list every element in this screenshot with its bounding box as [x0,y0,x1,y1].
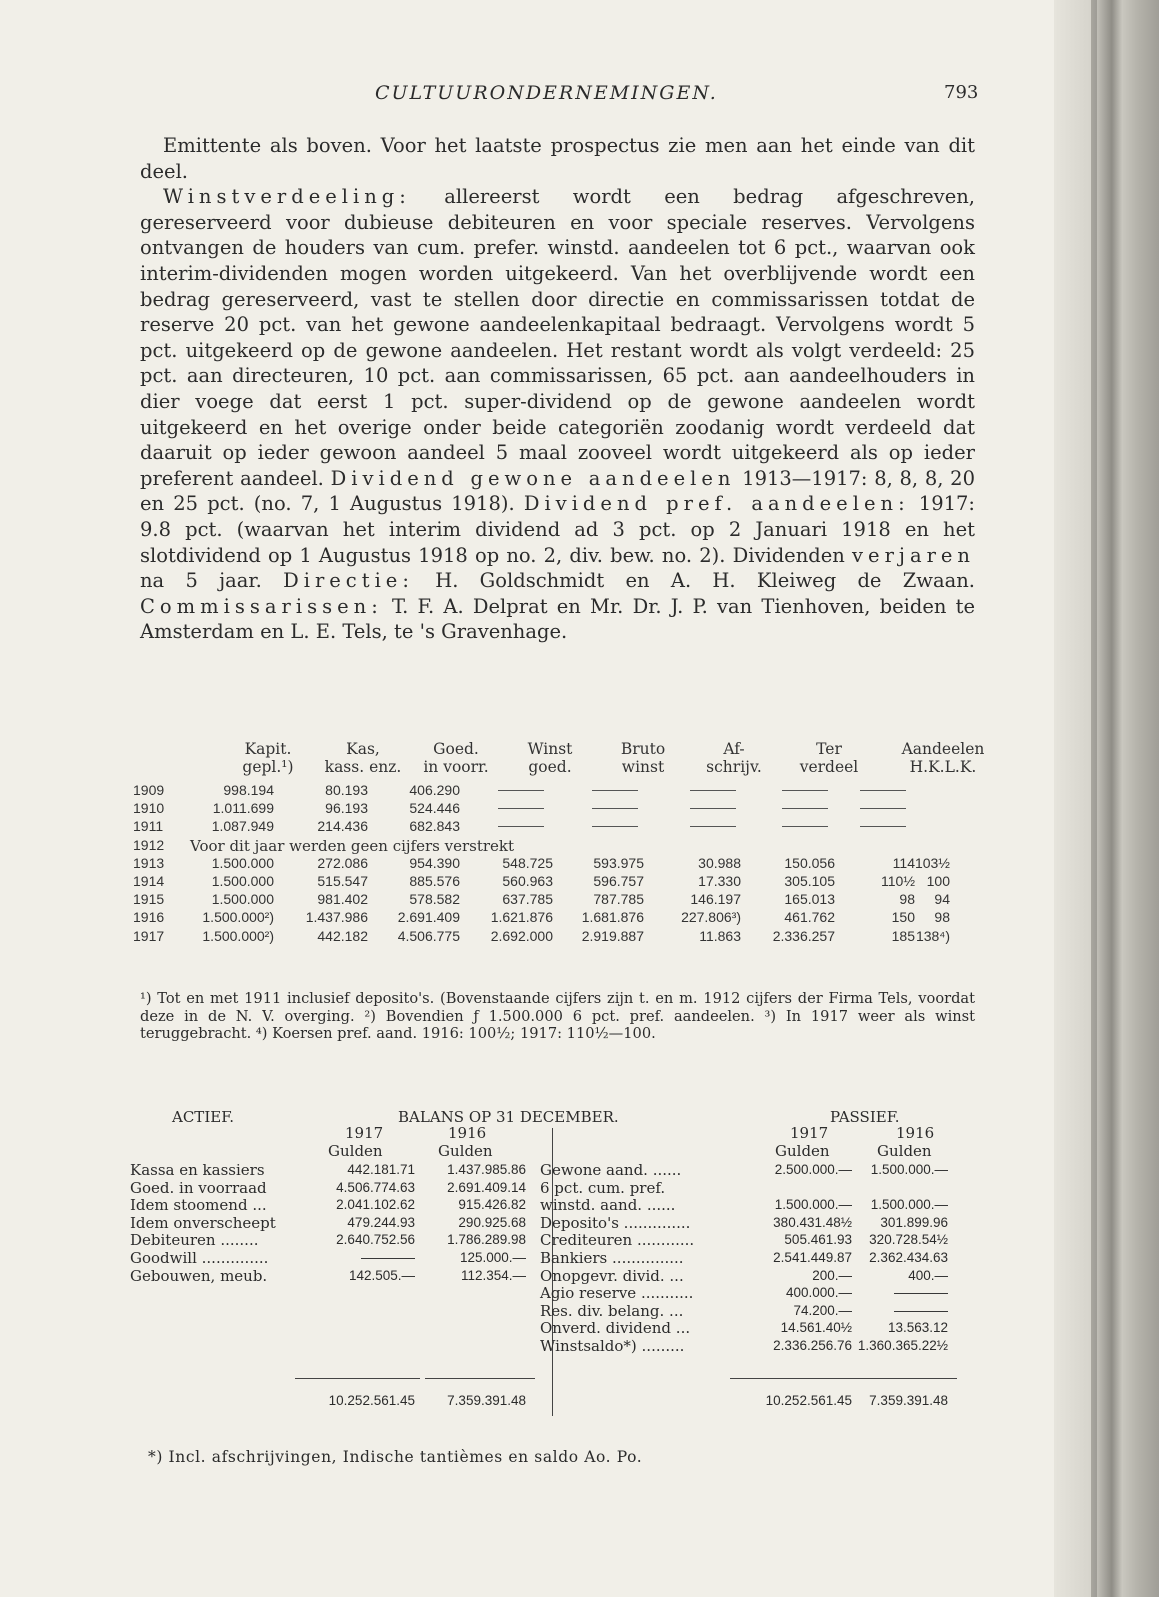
table-cell: 1.500.000 [211,854,274,871]
passief-item-label: Winstsaldo*) ......... [540,1337,685,1355]
table-header-line: Kapit. [244,740,292,758]
total-rule [730,1378,860,1379]
table-cell: 515.547 [317,873,368,889]
year-header: 1917 [790,1124,829,1142]
empty-cell-dash [498,790,544,791]
total-passief-1916: 7.359.391.48 [869,1393,948,1408]
total-rule [425,1378,535,1379]
actief-value-1917: 2.640.752.56 [336,1232,415,1248]
passief-value-1917: 74.200.— [793,1302,852,1318]
table-cell: 30.988 [698,854,741,871]
table-cell: 524.446 [409,800,460,817]
table-cell: 4.506.775 [397,927,460,944]
passief-value-1917: 200.— [812,1267,852,1283]
actief-value-1917: 4.506.774.63 [336,1179,415,1195]
table-cell: 98 [899,891,915,908]
empty-cell-dash [860,790,906,791]
empty-cell-dash [592,826,638,827]
passief-item-label: Onverd. dividend ... [540,1319,691,1338]
empty-cell-dash [498,826,544,827]
table-cell: 560.963 [502,873,553,889]
table-cell: 185 [891,927,915,944]
passief-value-1916: 301.899.96 [880,1214,948,1230]
empty-cell-dash [782,808,828,809]
actief-value-1916: 290.925.68 [458,1214,526,1230]
unit-header: Gulden [775,1142,830,1160]
empty-cell-dash [690,808,736,809]
table-cell: 1.500.000²) [202,909,274,926]
table-cell: 103½ [914,854,950,871]
passief-value-1916: ———— [894,1302,948,1318]
total-rule [855,1378,957,1379]
heading-dividend-gewone: Dividend gewone aandeelen [330,466,736,490]
table-cell: 2.919.887 [581,927,644,944]
table-cell: 1.500.000²) [202,927,274,944]
table-header-line: Af- [723,740,745,758]
table-cell: 1.087.949 [211,818,274,835]
table-cell: 305.105 [784,873,835,889]
empty-cell-dash [860,808,906,809]
table-header-line: Goed. [433,740,479,758]
table-cell: 1.500.000 [211,873,274,889]
text-run: H. Goldschmidt en A. H. Kleiweg de Zwaan. [413,569,975,593]
total-rule [295,1378,420,1379]
actief-value-1916: 1.437.985.86 [447,1162,526,1177]
table-row [120,837,980,855]
actief-item-label: Kassa en kassiers [130,1161,265,1179]
passief-value-1917: 2.500.000.— [774,1162,852,1177]
paragraph-emittente: Emittente als boven. Voor het laatste prospectus zie men aan het einde van dit deel. [140,134,975,183]
empty-cell-dash [690,790,736,791]
table-cell: 96.193 [325,800,368,817]
text-run: allereerst wordt een bedrag afgeschreven, gereserveerd voor dubieuse debiteuren en voor speciale reserves. Vervolgens ontvangen de houders van cum. prefer. winstd. aandeelen tot 6 pct., waarvan ook interim-dividenden mogen worden uitgekeerd. Van het overblijvende wordt een bedrag gereserveerd, vast te stellen door directie en commissarissen totdat de reserve 20 pct. van het gewone aandeelenkapitaal bedraagt. Vervolgens wordt 5 pct. uitgekeerd op de gewone aandeelen. Het restant wordt als volgt verdeeld: 25 pct. aan directeuren, 10 pct. aan commissarissen, 65 pct. aan aandeelhouders in dier voege dat eerst 1 pct. super-dividend op de gewone aandeelen wordt uitgekeerd en het overige onder beide categoriën zoodanig wordt verdeeld dat daaruit op ieder gewoon aandeel 5 maal zooveel wordt uitgekeerd als op ieder preferent aandeel. [140,185,975,490]
table-header-line: verdeel [799,758,859,776]
table-cell: 593.975 [593,854,644,871]
passief-item-label: 6 pct. cum. pref. [540,1178,666,1197]
passief-value-1916: 1.500.000.— [870,1197,948,1213]
table-cell: 1.011.699 [212,800,274,817]
unit-header: Gulden [877,1142,932,1160]
actief-value-1916: 915.426.82 [458,1197,526,1213]
actief-item-label: Idem onverscheept [130,1213,276,1232]
empty-cell-dash [782,826,828,827]
passief-label: PASSIEF. [830,1108,900,1126]
table-cell: 637.785 [502,891,553,908]
empty-cell-dash [860,826,906,827]
actief-item-label: Debiteuren ........ [130,1231,259,1250]
table-row [120,928,980,946]
table-row [120,800,980,818]
passief-value-1916: 1.360.365.22½ [857,1338,948,1353]
year-cell: 1914 [133,873,165,889]
year-cell: 1915 [133,891,165,908]
actief-value-1916: 2.691.409.14 [447,1179,526,1195]
table-row [120,818,980,836]
year-header: 1917 [345,1124,384,1142]
heading-commissarissen: Commissarissen: [140,594,383,618]
passief-value-1916: 13.563.12 [887,1320,948,1336]
table-cell: 2.336.257 [772,927,835,944]
table-cell: 787.785 [593,891,644,908]
table-cell: 17.330 [698,873,741,889]
table-cell: 110½ [881,873,915,889]
table-cell: 80.193 [325,782,368,798]
table-header-line: kass. enz. [324,758,402,776]
heading-directie: Directie: [283,569,414,593]
table-cell: 146.197 [690,891,741,908]
passief-value-1917: 14.561.40½ [780,1320,852,1336]
total-passief-1917: 10.252.561.45 [765,1393,852,1408]
table-cell: 2.691.409 [397,909,460,926]
table-cell: 406.290 [409,782,460,798]
table-row [120,891,980,909]
row-note: Voor dit jaar werden geen cijfers verstrekt [190,836,515,855]
actief-value-1916: 125.000.— [459,1250,526,1265]
year-cell: 1913 [133,854,165,871]
table-header-line: Ter [816,740,842,758]
table-cell: 150.056 [784,854,835,871]
table-cell: 165.013 [784,891,835,908]
running-title: CULTUURONDERNEMINGEN. [375,82,718,104]
actief-value-1917: 442.181.71 [347,1162,415,1177]
passief-item-label: Bankiers ............... [540,1249,684,1267]
table-cell: 138⁴) [915,927,950,944]
passief-item-label: Deposito's .............. [540,1213,691,1232]
year-cell: 1909 [133,782,165,798]
page-header [0,78,1159,108]
table-row [120,855,980,873]
empty-cell-dash [592,808,638,809]
total-actief-1917: 10.252.561.45 [328,1393,415,1408]
table-cell: 981.402 [317,891,368,908]
heading-verjaren: verjaren [852,543,975,567]
passief-value-1916: ———— [894,1285,948,1301]
table-footnote: ¹) Tot en met 1911 inclusief deposito's. (Bovenstaande cijfers zijn t. en m. 1912 cijfers der Firma Tels, voordat deze in de N. V. overging. ²) Bovendien ƒ 1.500.000 6 pct. pref. aandeelen. ³) In 1917 weer als winst teruggebracht. ⁴) Koersen pref. aand. 1916: 100½; 1917: 110½—100. [140,990,975,1042]
actief-value-1917: 2.041.102.62 [336,1197,415,1213]
passief-value-1917: 505.461.93 [784,1232,852,1248]
passief-value-1916: 2.362.434.63 [869,1250,948,1265]
heading-winstverdeeling: Winstverdeeling: [163,185,411,209]
year-header: 1916 [448,1124,487,1142]
table-cell: 578.582 [409,891,460,908]
table-header-line: Winst [527,740,573,758]
table-cell: 682.843 [409,818,460,835]
passief-value-1917: 380.431.48½ [773,1214,852,1230]
table-cell: 885.576 [409,873,460,889]
year-cell: 1916 [133,909,165,926]
table-header-line: Aandeelen [901,740,985,758]
actief-value-1917: 479.244.93 [347,1214,415,1230]
actief-item-label: Gebouwen, meub. [130,1266,268,1285]
table-cell: 1.621.876 [490,909,553,926]
empty-cell-dash [592,790,638,791]
table-cell: 548.725 [502,854,553,871]
table-cell: 596.757 [593,873,644,889]
year-header: 1916 [896,1124,935,1142]
table-cell: 94 [934,891,950,908]
passief-value-1916: 400.— [908,1267,948,1283]
passief-value-1916: 320.728.54½ [869,1232,948,1248]
table-row [120,782,980,800]
table-cell: 461.762 [784,909,835,926]
table-header-line: H.K.L.K. [909,758,977,776]
actief-item-label: Goed. in voorraad [130,1178,267,1197]
year-cell: 1912 [133,836,165,853]
actief-label: ACTIEF. [172,1108,235,1126]
passief-value-1916: 1.500.000.— [870,1162,948,1177]
table-header-line: Kas, [346,740,380,758]
actief-value-1917: 142.505.— [348,1267,415,1283]
spine-shadow [1091,0,1097,1597]
year-cell: 1911 [133,818,164,835]
passief-value-1917: 2.336.256.76 [773,1338,852,1353]
unit-header: Gulden [438,1142,493,1160]
empty-cell-dash [782,790,828,791]
table-cell: 998.194 [223,782,274,798]
table-header-line: in voorr. [423,758,489,776]
table-row [120,873,980,891]
empty-cell-dash [690,826,736,827]
bottom-footnote: *) Incl. afschrijvingen, Indische tantièmes en saldo Ao. Po. [148,1448,643,1466]
actief-value-1917: ———— [361,1250,415,1265]
table-cell: 214.436 [317,818,368,835]
table-header-line: Bruto [620,740,666,758]
passief-item-label: Agio reserve ........... [540,1284,694,1303]
passief-item-label: Res. div. belang. ... [540,1301,684,1320]
text-run: T. F. A. Delprat en Mr. Dr. J. P. van Tienhoven, beiden te Amsterdam en L. E. Tels, te 's Gravenhage. [140,594,975,644]
table-cell: 11.863 [699,927,741,944]
table-cell: 1.437.986 [305,909,368,926]
total-actief-1916: 7.359.391.48 [447,1393,526,1408]
table-row [120,909,980,927]
text-run: 1917: 9.8 pct. (waarvan het interim dividend ad 3 pct. op 2 Januari 1918 en het slotdividend op 1 Augustus 1918 op no. 2, div. bew. no. 2). Dividenden [140,492,975,567]
table-header-line: schrijv. [706,758,762,776]
table-header-7 [883,740,1003,776]
year-cell: 1917 [133,927,165,944]
unit-header: Gulden [328,1142,383,1160]
passief-value-1917: 2.541.449.87 [773,1250,852,1265]
passief-value-1917: 400.000.— [785,1285,852,1301]
actief-value-1916: 1.786.289.98 [447,1232,526,1248]
table-cell: 272.086 [317,854,368,871]
page-number: 793 [944,82,979,103]
heading-dividend-pref: Dividend pref. aandeelen: [523,492,910,516]
passief-item-label: Gewone aand. ...... [540,1161,682,1179]
balance-title: BALANS OP 31 DECEMBER. [398,1108,619,1126]
table-cell: 100 [926,873,950,889]
actief-item-label: Goodwill .............. [130,1249,269,1267]
table-cell: 1.500.000 [211,891,274,908]
passief-item-label: winstd. aand. ...... [540,1196,676,1215]
text-run: na 5 jaar. [140,569,284,593]
table-cell: 954.390 [409,854,460,871]
table-cell: 98 [934,909,950,926]
passief-item-label: Crediteuren ............ [540,1231,695,1250]
body-text [140,133,975,645]
empty-cell-dash [498,808,544,809]
table-cell: 150 [891,909,915,926]
table-header-line: winst [621,758,665,776]
table-header-6 [769,740,889,776]
actief-item-label: Idem stoomend ... [130,1196,267,1215]
table-cell: 227.806³) [681,909,741,926]
actief-value-1916: 112.354.— [460,1267,526,1283]
book-spine [1054,0,1159,1597]
table-header-line: goed. [528,758,572,776]
table-cell: 114 [892,854,915,871]
year-cell: 1910 [133,800,165,817]
paragraph-winstverdeeling [140,184,975,645]
passief-value-1917: 1.500.000.— [774,1197,852,1213]
table-header-line: gepl.¹) [242,758,294,776]
table-cell: 2.692.000 [490,927,553,944]
table-cell: 1.681.876 [581,909,644,926]
passief-item-label: Onopgevr. divid. ... [540,1266,684,1285]
text-run: 1913—1917: 8, 8, 8, 20 en 25 pct. (no. 7, 1 Augustus 1918). [140,466,975,516]
table-cell: 442.182 [317,927,368,944]
